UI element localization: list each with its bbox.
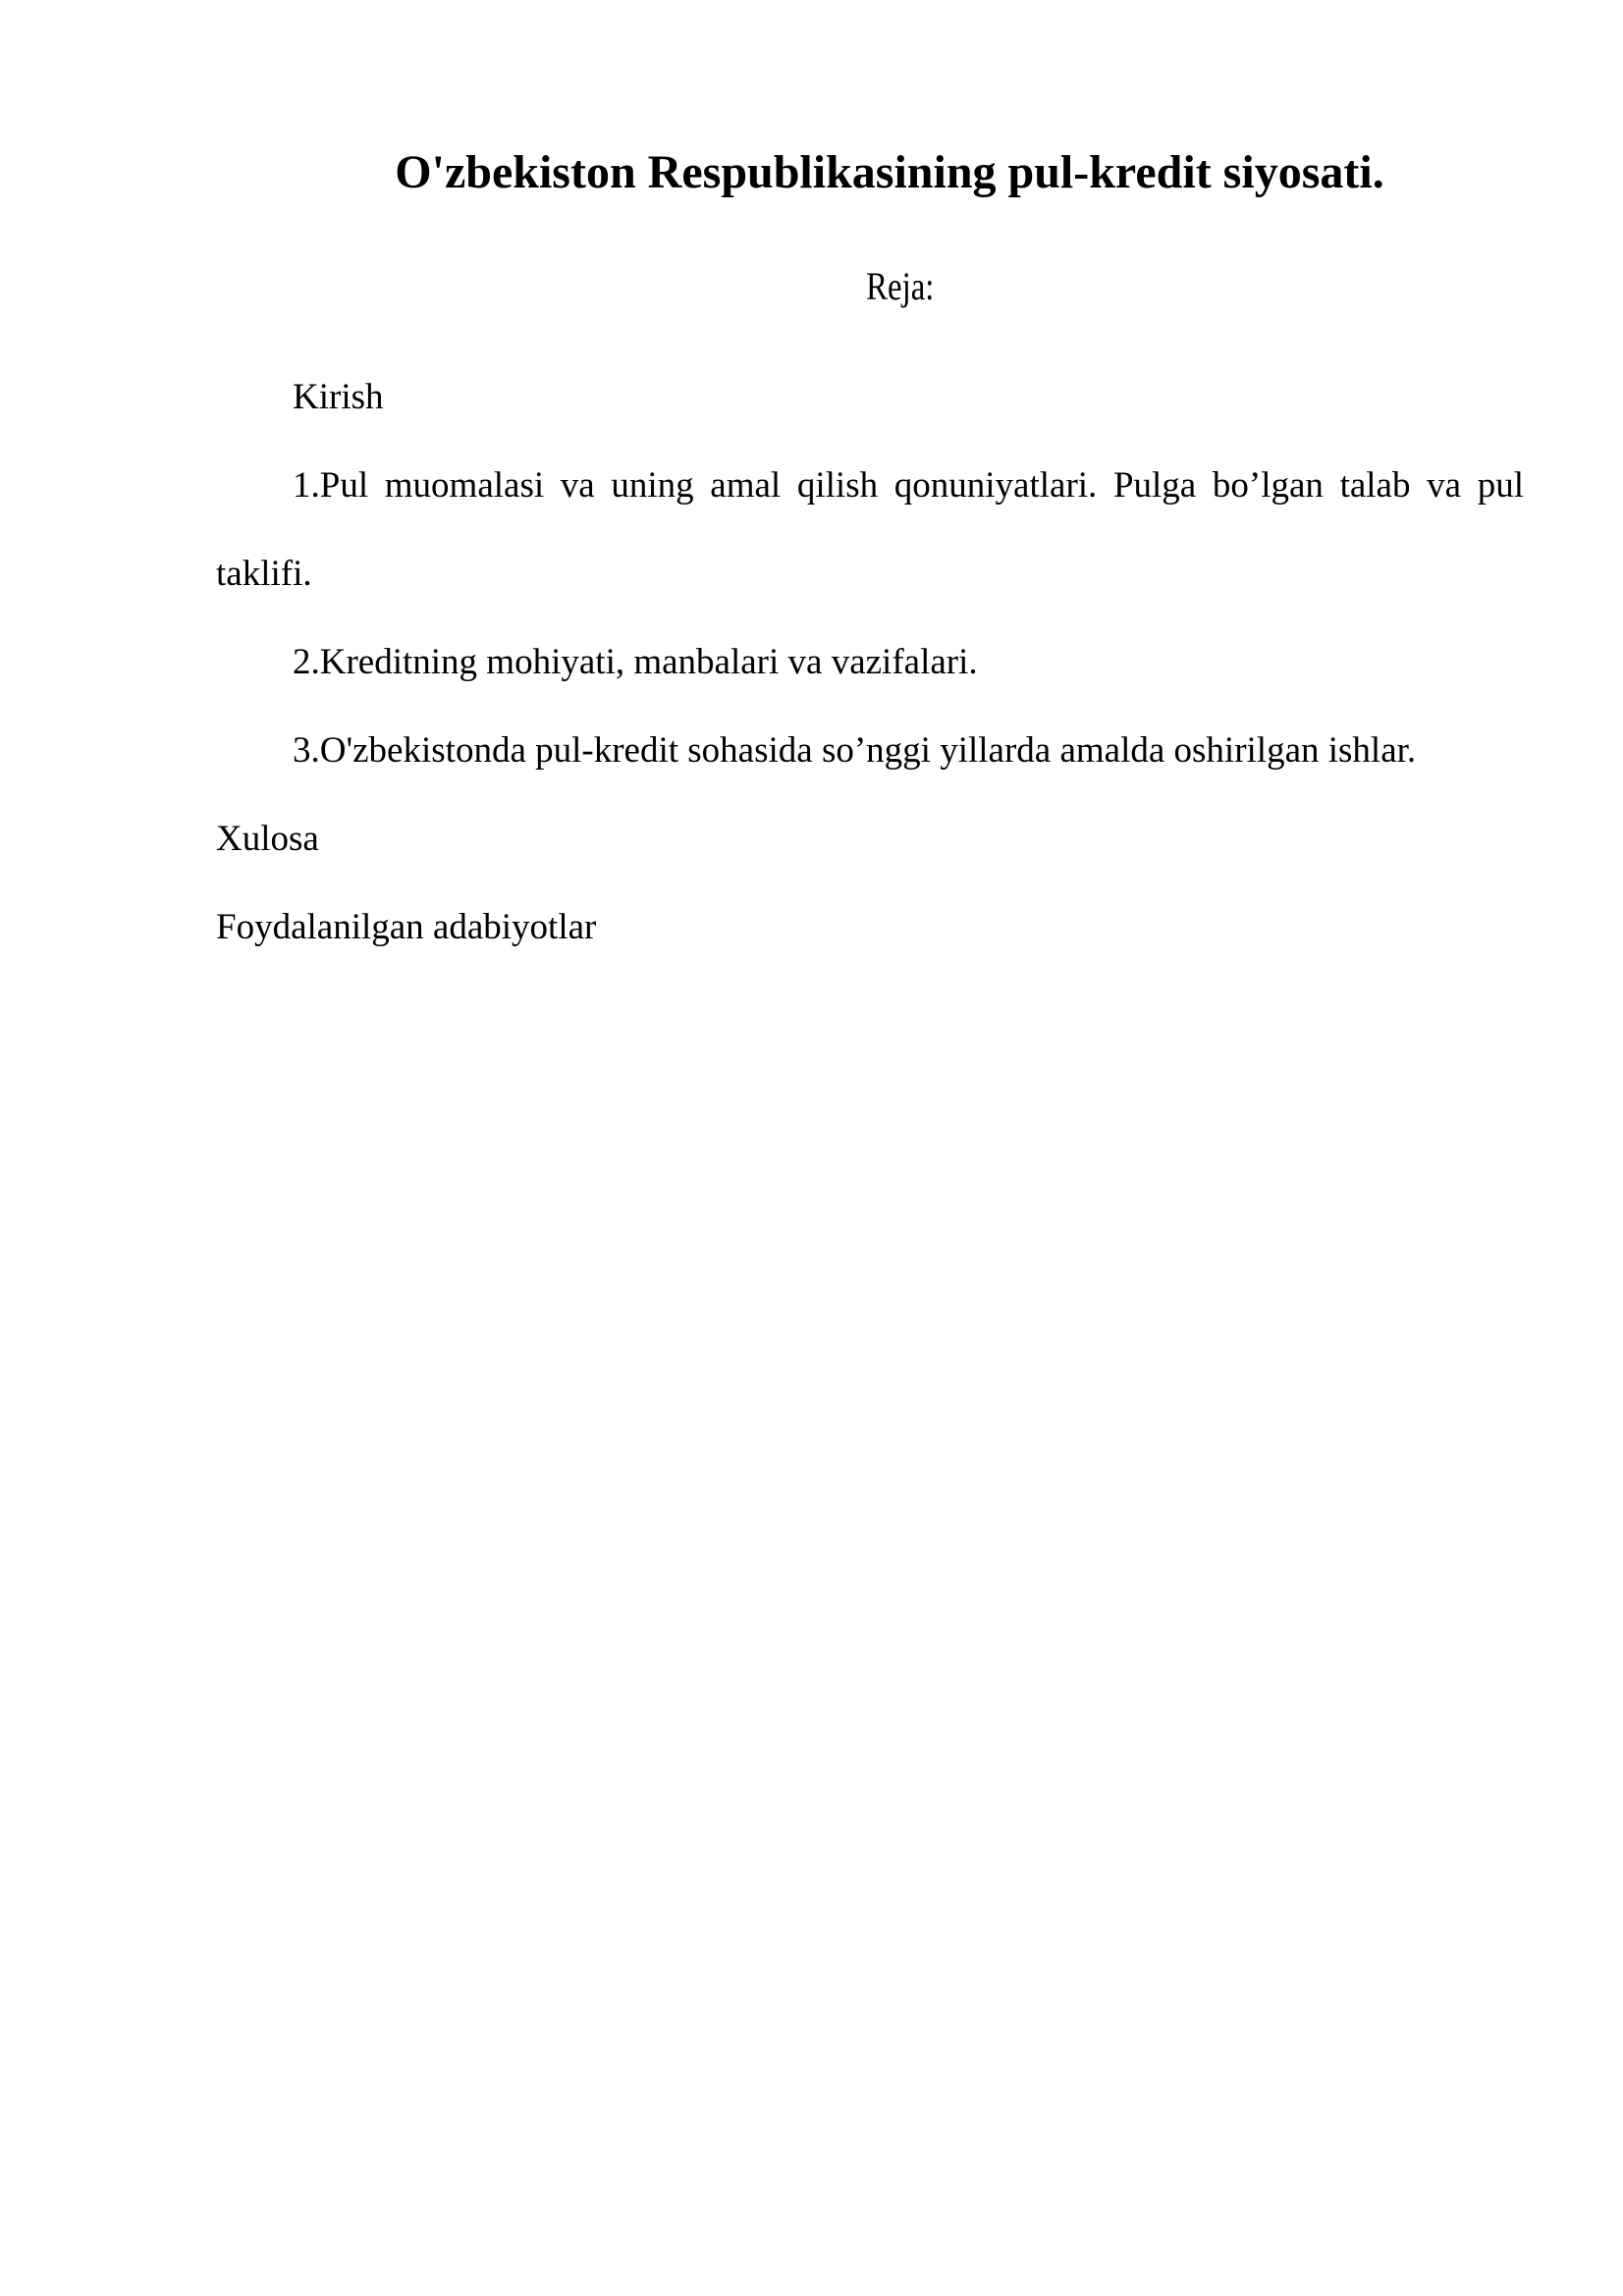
document-title: O'zbekiston Respublikasining pul-kredit siyosati.: [395, 146, 1384, 198]
plan-item-1: 1.Pul muomalasi va uning amal qilish qonuniyatlari. Pulga bo’lgan talab va pul taklifi.: [216, 465, 1524, 594]
plan-item-2: 2.Kreditning mohiyati, manbalari va vazifalari.: [293, 642, 978, 682]
plan-list: [216, 353, 1524, 972]
plan-item-introduction: Kirish: [293, 377, 384, 417]
plan-item-conclusion: Xulosa: [216, 819, 319, 859]
plan-item-3: 3.O'zbekistonda pul-kredit sohasida so’nggi yillarda amalda oshirilgan ishlar.: [293, 730, 1417, 771]
plan-heading: Reja:: [866, 264, 935, 308]
plan-item-references: Foydalanilgan adabiyotlar: [216, 907, 597, 947]
